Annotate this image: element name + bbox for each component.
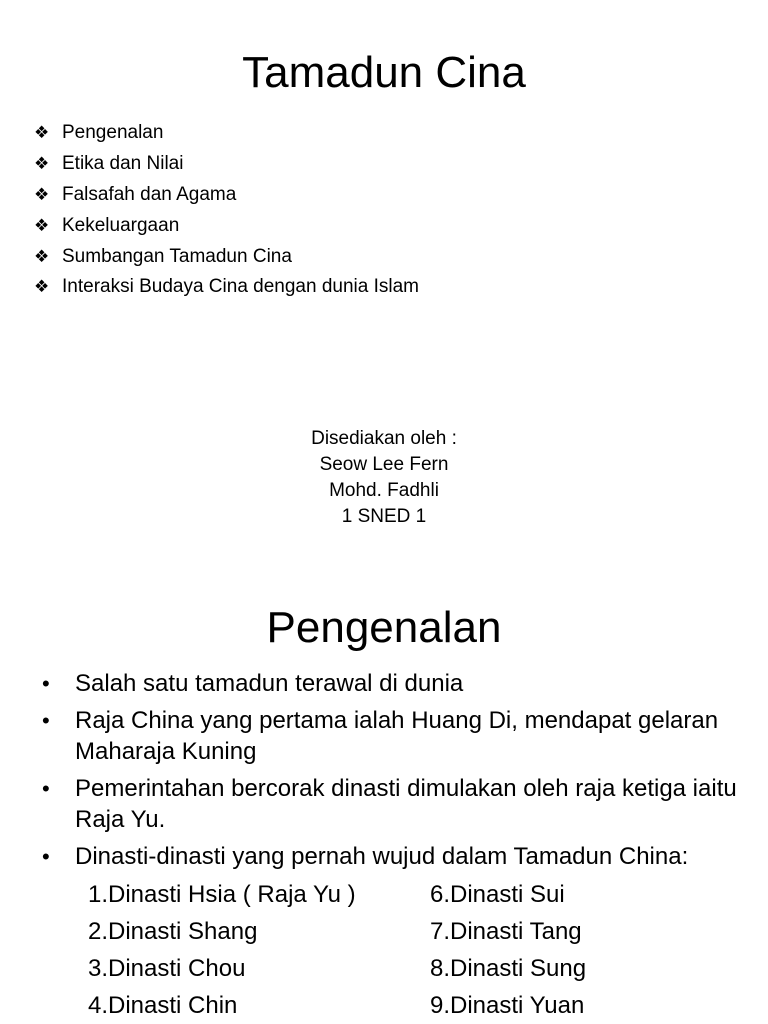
dynasty-item: 3.Dinasti Chou (88, 955, 246, 982)
list-item-label: Falsafah dan Agama (62, 183, 237, 205)
class-code: 1 SNED 1 (341, 506, 427, 527)
dynasty-row (88, 876, 586, 913)
list-item (42, 668, 752, 699)
dot-bullet-icon: • (42, 844, 50, 869)
intro-list (42, 668, 752, 878)
dynasty-list (88, 876, 586, 1024)
diamond-bullet-icon: ❖ (34, 184, 50, 204)
list-item (34, 241, 419, 272)
list-item-label: Sumbangan Tamadun Cina (62, 245, 292, 267)
list-item (42, 705, 752, 767)
author-name: Mohd. Fadhli (329, 480, 439, 501)
list-item (34, 118, 419, 149)
dynasty-item: 8.Dinasti Sung (430, 955, 587, 982)
dot-bullet-icon: • (42, 708, 50, 733)
list-item (34, 272, 419, 303)
slide-pengenalan (0, 580, 768, 1024)
list-item-label: Pengenalan (62, 122, 164, 144)
list-item-label: Raja China yang pertama ialah Huang Di, mendapat gelaran Maharaja Kuning (75, 707, 719, 765)
diamond-bullet-icon: ❖ (34, 123, 50, 143)
dynasty-row (88, 950, 586, 987)
list-item (34, 180, 419, 211)
slide-title: Tamadun Cina (242, 48, 526, 97)
dynasty-item: 4.Dinasti Chin (88, 992, 238, 1019)
diamond-bullet-icon: ❖ (34, 246, 50, 266)
list-item-label: Etika dan Nilai (62, 153, 184, 175)
dot-bullet-icon: • (42, 776, 50, 801)
dynasty-item: 2.Dinasti Shang (88, 918, 258, 945)
dynasty-row (88, 913, 586, 950)
dynasty-item: 6.Dinasti Sui (430, 881, 565, 908)
author-name: Seow Lee Fern (319, 454, 449, 475)
diamond-bullet-icon: ❖ (34, 215, 50, 235)
list-item (42, 841, 752, 872)
dot-bullet-icon: • (42, 671, 50, 696)
diamond-bullet-icon: ❖ (34, 277, 50, 297)
list-item-label: Dinasti-dinasti yang pernah wujud dalam Tamadun China: (75, 843, 689, 870)
list-item (34, 149, 419, 180)
dynasty-item: 9.Dinasti Yuan (430, 992, 585, 1019)
diamond-bullet-icon: ❖ (34, 154, 50, 174)
list-item-label: Pemerintahan bercorak dinasti dimulakan oleh raja ketiga iaitu Raja Yu. (75, 775, 737, 833)
dynasty-item: 1.Dinasti Hsia ( Raja Yu ) (88, 881, 356, 908)
list-item (42, 773, 752, 835)
dynasty-row (88, 987, 586, 1024)
list-item-label: Kekeluargaan (62, 214, 180, 236)
list-item-label: Salah satu tamadun terawal di dunia (75, 670, 464, 697)
credits-block (0, 426, 768, 530)
dynasty-item: 7.Dinasti Tang (430, 918, 582, 945)
slide-title: Pengenalan (266, 603, 502, 652)
credits-heading: Disediakan oleh : (311, 428, 457, 449)
topic-list (34, 118, 419, 303)
list-item (34, 210, 419, 241)
list-item-label: Interaksi Budaya Cina dengan dunia Islam (62, 276, 420, 298)
